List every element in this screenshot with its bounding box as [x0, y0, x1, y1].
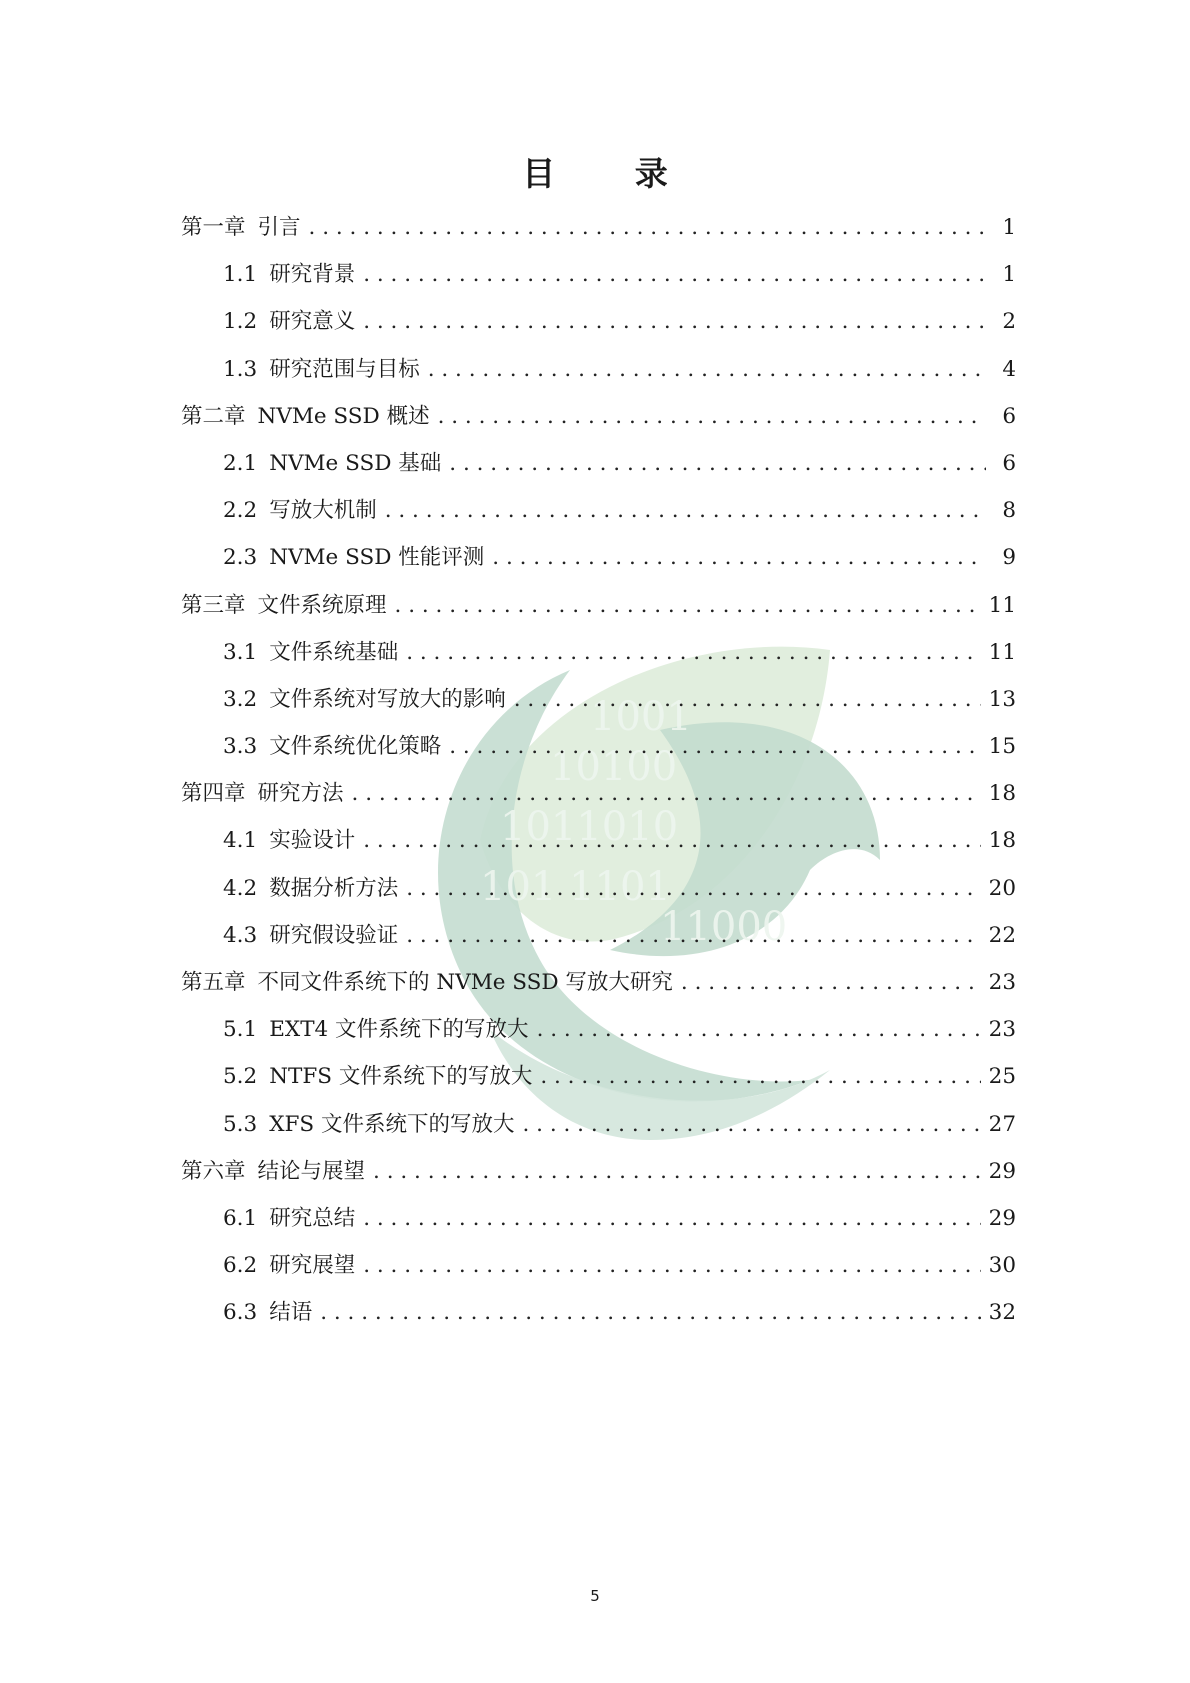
toc-page-number: 2 [1002, 309, 1016, 335]
toc-entry-label [223, 257, 355, 288]
toc-section-entry[interactable] [181, 352, 1016, 399]
toc-chapter-entry[interactable] [181, 776, 1016, 823]
toc-entry-title: 引言 [257, 215, 301, 240]
toc-section-entry[interactable] [181, 823, 1016, 870]
toc-entry-title: 数据分析方法 [269, 875, 399, 901]
toc-entry-number: 1.1 [223, 262, 258, 288]
toc-entry-title: NTFS 文件系统下的写放大 [269, 1064, 533, 1090]
toc-entry-title: 写放大机制 [269, 498, 377, 524]
page-number: 5 [590, 1587, 600, 1605]
toc-entry-number: 5.3 [223, 1111, 258, 1137]
toc-dot-leader [537, 1017, 981, 1042]
toc-dot-leader [320, 1300, 980, 1325]
toc-dot-leader [492, 545, 986, 570]
toc-entry-number: 3.3 [223, 734, 258, 760]
toc-page-number: 25 [988, 1064, 1016, 1090]
toc-entry-title: EXT4 文件系统下的写放大 [269, 1017, 529, 1043]
toc-dot-leader [428, 357, 986, 382]
toc-entry-title: 实验设计 [269, 828, 356, 854]
toc-page-number: 20 [988, 875, 1016, 901]
toc-dot-leader [352, 781, 981, 806]
toc-dot-leader [363, 262, 986, 287]
toc-page-number: 13 [988, 686, 1016, 712]
toc-entry-title: 文件系统对写放大的影响 [269, 686, 506, 712]
toc-dot-leader [395, 593, 981, 618]
toc-dot-leader [309, 215, 986, 240]
toc-section-entry[interactable] [181, 1201, 1016, 1248]
toc-section-entry[interactable] [181, 1107, 1016, 1154]
toc-page-number: 8 [1002, 498, 1016, 524]
toc-entry-title: 文件系统基础 [269, 639, 399, 665]
toc-dot-leader [406, 923, 980, 948]
toc-page-number: 11 [988, 639, 1016, 665]
toc-entry-number: 2.3 [223, 545, 258, 571]
toc-entry-title: 结论与展望 [257, 1158, 366, 1184]
toc-entry-number: 6.1 [223, 1205, 258, 1231]
toc-entry-title: 研究假设验证 [269, 922, 399, 948]
toc-page-number: 6 [1002, 450, 1016, 476]
toc-entry-number: 5.1 [223, 1017, 258, 1043]
toc-dot-leader [540, 1064, 980, 1089]
toc-page-number: 11 [988, 592, 1016, 618]
svg-text:101 1101: 101 1101 [480, 864, 671, 910]
toc-entry-number: 5.2 [223, 1064, 258, 1090]
toc-section-entry[interactable] [181, 1295, 1016, 1342]
toc-page-number: 23 [988, 1017, 1016, 1043]
toc-entry-title: 结语 [269, 1300, 313, 1326]
toc-entry-label [223, 446, 441, 477]
toc-entry-label [181, 210, 301, 241]
table-of-contents [181, 210, 1016, 1343]
toc-page-number: 27 [988, 1111, 1016, 1137]
toc-page-number: 32 [988, 1300, 1016, 1326]
toc-entry-label [223, 1012, 529, 1043]
toc-entry-number: 第六章 [181, 1158, 246, 1184]
toc-section-entry[interactable] [181, 1059, 1016, 1106]
toc-page-number: 18 [988, 781, 1016, 807]
toc-dot-leader [363, 309, 986, 334]
svg-text:1001: 1001 [590, 694, 692, 740]
toc-page-number: 30 [988, 1253, 1016, 1279]
toc-entry-title: XFS 文件系统下的写放大 [269, 1111, 515, 1137]
toc-section-entry[interactable] [181, 871, 1016, 918]
toc-entry-number: 2.2 [223, 498, 258, 524]
toc-page-number: 1 [1002, 262, 1016, 288]
toc-entry-number: 1.2 [223, 309, 258, 335]
toc-page-number: 29 [988, 1158, 1016, 1184]
toc-dot-leader [514, 687, 981, 712]
toc-chapter-entry[interactable] [181, 1154, 1016, 1201]
toc-page-number: 1 [1002, 215, 1016, 240]
toc-section-entry[interactable] [181, 1012, 1016, 1059]
svg-text:1011010: 1011010 [500, 804, 679, 850]
toc-dot-leader [363, 1206, 980, 1231]
toc-entry-number: 6.3 [223, 1300, 258, 1326]
toc-entry-number: 第三章 [181, 592, 246, 618]
toc-entry-label [223, 635, 398, 666]
toc-entry-title: 文件系统原理 [257, 592, 387, 618]
toc-entry-number: 第二章 [181, 403, 246, 429]
toc-entry-number: 第四章 [181, 781, 246, 807]
toc-entry-number: 4.3 [223, 922, 258, 948]
toc-entry-number: 1.3 [223, 356, 258, 382]
toc-page-number: 4 [1002, 356, 1016, 382]
toc-entry-label [181, 776, 344, 807]
toc-entry-label [223, 304, 355, 335]
toc-dot-leader [449, 734, 980, 759]
toc-section-entry[interactable] [181, 729, 1016, 776]
toc-dot-leader [363, 1253, 980, 1278]
toc-entry-title: 研究意义 [269, 309, 356, 335]
toc-dot-leader [523, 1112, 981, 1137]
toc-entry-number: 第一章 [181, 215, 246, 240]
toc-entry-label [223, 352, 420, 383]
toc-dot-leader [406, 876, 980, 901]
toc-dot-leader [373, 1159, 981, 1184]
toc-section-entry[interactable] [181, 304, 1016, 351]
toc-entry-label [223, 1295, 312, 1326]
toc-chapter-entry[interactable] [181, 965, 1016, 1012]
toc-entry-title: 研究背景 [269, 262, 356, 288]
toc-entry-label [223, 871, 398, 902]
toc-entry-label [223, 823, 355, 854]
svg-text:11000: 11000 [660, 904, 788, 950]
toc-dot-leader [406, 640, 980, 665]
toc-dot-leader [363, 828, 980, 853]
toc-section-entry[interactable] [181, 1248, 1016, 1295]
toc-entry-number: 第五章 [181, 970, 246, 995]
toc-entry-label [223, 1201, 355, 1232]
toc-entry-label [223, 1248, 355, 1279]
toc-entry-number: 3.2 [223, 686, 258, 712]
toc-entry-label [223, 729, 441, 760]
page-title: 目 录 [522, 154, 702, 193]
toc-entry-number: 4.2 [223, 875, 258, 901]
toc-chapter-entry[interactable] [181, 588, 1016, 635]
toc-entry-title: 研究展望 [269, 1253, 356, 1279]
toc-dot-leader [385, 498, 986, 523]
toc-page-number: 29 [988, 1205, 1016, 1231]
toc-entry-label [223, 682, 506, 713]
toc-page-number: 15 [988, 734, 1016, 760]
toc-entry-title: 不同文件系统下的 NVMe SSD 写放大研究 [257, 970, 673, 995]
toc-entry-title: 研究总结 [269, 1205, 356, 1231]
toc-entry-title: NVMe SSD 概述 [257, 403, 430, 429]
toc-entry-label [223, 1059, 532, 1090]
toc-section-entry[interactable] [181, 635, 1016, 682]
toc-entry-label [223, 1107, 515, 1138]
svg-text:10100: 10100 [550, 744, 678, 790]
toc-entry-number: 2.1 [223, 450, 258, 476]
toc-entry-title: 文件系统优化策略 [269, 734, 442, 760]
toc-entry-title: 研究方法 [257, 781, 344, 807]
toc-dot-leader [438, 404, 986, 429]
toc-entry-number: 3.1 [223, 639, 258, 665]
toc-page-number: 22 [988, 922, 1016, 948]
toc-entry-label [223, 493, 377, 524]
toc-entry-label [223, 540, 484, 571]
toc-section-entry[interactable] [181, 540, 1016, 587]
toc-dot-leader [449, 451, 986, 476]
toc-page-number: 23 [988, 970, 1016, 995]
toc-entry-label [181, 965, 673, 996]
toc-entry-title: NVMe SSD 基础 [269, 450, 442, 476]
toc-section-entry[interactable] [181, 682, 1016, 729]
toc-entry-label [181, 588, 387, 619]
toc-section-entry[interactable] [181, 446, 1016, 493]
toc-chapter-entry[interactable] [181, 399, 1016, 446]
toc-chapter-entry[interactable] [181, 210, 1016, 257]
toc-entry-label [181, 399, 430, 430]
toc-entry-title: 研究范围与目标 [269, 356, 420, 382]
toc-section-entry[interactable] [181, 918, 1016, 965]
toc-section-entry[interactable] [181, 257, 1016, 304]
toc-dot-leader [681, 970, 981, 995]
toc-page-number: 9 [1002, 545, 1016, 571]
toc-page-number: 6 [1002, 403, 1016, 429]
toc-entry-label [223, 918, 398, 949]
toc-entry-title: NVMe SSD 性能评测 [269, 545, 485, 571]
toc-section-entry[interactable] [181, 493, 1016, 540]
toc-entry-number: 6.2 [223, 1253, 258, 1279]
toc-entry-label [181, 1154, 365, 1185]
toc-page-number: 18 [988, 828, 1016, 854]
toc-entry-number: 4.1 [223, 828, 258, 854]
